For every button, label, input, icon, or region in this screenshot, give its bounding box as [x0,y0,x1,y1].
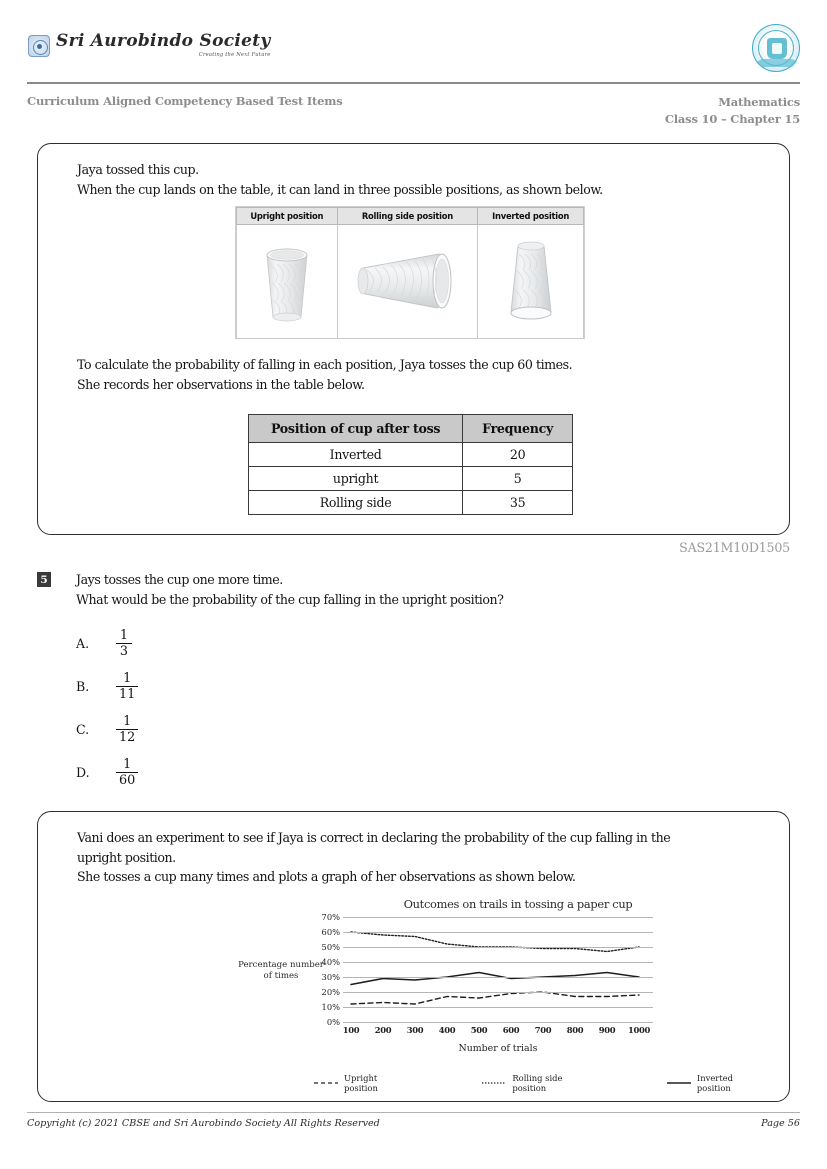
cup-positions-header-row [237,208,584,225]
society-emblem-icon [28,35,50,57]
option-c-fraction [116,715,138,744]
legend-item-rolling [481,1073,562,1094]
class-chapter-label: Class 10 – Chapter 15 [664,111,800,126]
cup-positions-table [235,206,585,339]
table-row [249,491,573,515]
chart-gridline [343,1022,653,1023]
chart-x-tick-900: 900 [598,1025,616,1035]
society-name: Sri Aurobindo Society [56,31,271,51]
frequency-cell-value: 35 [463,491,573,515]
chart-x-tick-500: 500 [470,1025,488,1035]
stimulus-panel-two [37,811,790,1102]
table-row [249,443,573,467]
stimulus-panel-one [37,143,790,535]
chart-title: Outcomes on trails in tossing a paper cup [403,897,633,911]
cup-cell-upright [237,225,338,339]
item-code: SAS21M10D1505 [679,540,790,555]
legend-item-inverted [666,1073,733,1094]
option-a-label: A. [76,636,90,651]
chart-x-axis-label: Number of trials [458,1043,538,1054]
cup-images-row [237,225,584,339]
page-number: Page 56 [761,1118,800,1129]
chart-gridline [343,947,653,948]
legend-key-dashed-icon [313,1079,339,1087]
chart-gridline [343,932,653,933]
vani-line-1: Vani does an experiment to see if Jaya is correct in declaring the probability of the cup falling in the [77,830,671,845]
option-b-fraction [116,672,138,701]
frequency-header-frequency: Frequency [463,415,573,443]
option-c-numerator: 1 [123,713,132,729]
legend-label-rolling [512,1073,562,1094]
rolling-side-cup-image [353,246,461,318]
cbse-emblem-icon [752,24,800,72]
chart-legend [313,1073,733,1094]
chart-y-tick-40: 40% [321,957,340,967]
legend-inverted-word-2: position [696,1083,731,1094]
chart-series-inverted-position [351,973,639,985]
chart-y-tick-30: 30% [321,972,340,982]
vani-paragraph [77,828,777,887]
chart-x-tick-800: 800 [566,1025,584,1035]
outcomes-line-chart [188,897,768,1094]
page-footer [27,1118,800,1129]
frequency-header-position: Position of cup after toss [249,415,463,443]
chart-x-tick-700: 700 [534,1025,552,1035]
chart-gridline [343,917,653,918]
chart-x-tick-1000: 1000 [627,1025,651,1035]
cup-position-header-rolling: Rolling side position [337,208,478,225]
subject-label: Mathematics [718,95,800,109]
page-header [0,0,827,92]
frequency-cell-position: upright [249,467,463,491]
option-d-label: D. [76,765,90,780]
chart-gridline [343,992,653,993]
chart-series-upright-position [351,992,639,1004]
option-c[interactable] [76,708,376,751]
chart-y-tick-10: 10% [321,1002,340,1012]
table-row [249,467,573,491]
cup-cell-rolling [337,225,478,339]
frequency-cell-value: 5 [463,467,573,491]
option-a-fraction [116,629,132,658]
y-axis-label-line-1: Percentage number [238,960,324,970]
sri-aurobindo-society-logo [28,33,271,58]
calc-line-1: To calculate the probability of falling in each position, Jaya tosses the cup 60 times. [77,357,573,372]
society-tagline: Creating the Next Future [198,52,271,58]
intro-line-1: Jaya tossed this cup. [77,162,199,177]
option-a-denominator: 3 [119,644,129,660]
option-b-denominator: 11 [119,687,136,703]
chart-x-tick-600: 600 [502,1025,520,1035]
copyright-text: Copyright (c) 2021 CBSE and Sri Aurobindo Society All Rights Reserved [27,1118,380,1129]
option-d[interactable] [76,751,376,794]
upright-cup-image [255,239,319,325]
frequency-cell-position: Inverted [249,443,463,467]
option-c-denominator: 12 [119,730,136,746]
question-line-2: What would be the probability of the cup falling in the upright position? [76,591,504,607]
chart-y-tick-60: 60% [321,927,340,937]
chart-y-tick-0: 0% [326,1017,340,1027]
calculation-paragraph [77,355,767,394]
cbse-emblem-core [767,38,787,59]
chart-x-tick-200: 200 [374,1025,392,1035]
cup-position-header-inverted: Inverted position [478,208,584,225]
legend-key-dotted-icon [481,1079,507,1087]
chart-x-tick-300: 300 [406,1025,424,1035]
legend-key-solid-icon [666,1079,692,1087]
question-line-1: Jays tosses the cup one more time. [76,572,283,587]
legend-inverted-word-1: Inverted [696,1073,733,1083]
option-a[interactable] [76,622,376,665]
cup-position-header-upright: Upright position [237,208,338,225]
option-b[interactable] [76,665,376,708]
option-b-numerator: 1 [123,670,132,686]
frequency-header-row [249,415,573,443]
cbse-emblem-ribbon [757,59,797,67]
chart-gridline [343,977,653,978]
chart-y-tick-20: 20% [321,987,340,997]
question-text [76,570,777,609]
header-divider [27,82,800,84]
chart-plot-area [321,912,653,1035]
legend-item-upright [313,1073,378,1094]
legend-rolling-word-1: Rolling side [512,1073,563,1083]
frequency-table [248,414,573,515]
footer-divider [27,1112,800,1113]
option-d-denominator: 60 [119,773,136,789]
legend-label-upright [344,1073,378,1094]
option-c-label: C. [76,722,90,737]
answer-options [76,622,376,794]
chart-gridline [343,962,653,963]
vani-line-3: She tosses a cup many times and plots a graph of her observations as shown below. [77,869,576,885]
chart-y-tick-70: 70% [321,912,340,922]
chart-series-rolling-side-position [351,932,639,952]
legend-upright-word-2: position [344,1083,378,1094]
chart-x-tick-400: 400 [438,1025,456,1035]
cup-cell-inverted [478,225,584,339]
option-d-numerator: 1 [123,756,132,772]
vani-line-2: upright position. [77,849,176,865]
frequency-cell-value: 20 [463,443,573,467]
header-meta [27,94,800,127]
option-b-label: B. [76,679,90,694]
chart-y-axis-label [226,960,336,981]
chart-y-tick-50: 50% [321,942,340,952]
series-title: Curriculum Aligned Competency Based Test Items [27,94,343,108]
intro-line-2: When the cup lands on the table, it can land in three possible positions, as shown below. [77,181,603,197]
inverted-cup-image [499,236,563,328]
option-d-fraction [116,758,138,787]
y-axis-label-line-2: of times [263,970,299,981]
subject-class-block [665,94,800,127]
chart-x-tick-100: 100 [342,1025,360,1035]
question-number-badge: 5 [37,572,51,587]
frequency-cell-position: Rolling side [249,491,463,515]
question-block [37,570,777,609]
chart-gridline [343,1007,653,1008]
intro-paragraph [77,160,767,199]
calc-line-2: She records her observations in the table below. [77,376,365,392]
legend-upright-word-1: Upright [344,1073,378,1083]
option-a-numerator: 1 [119,627,129,643]
legend-label-inverted [697,1073,733,1094]
legend-rolling-word-2: position [512,1083,547,1094]
